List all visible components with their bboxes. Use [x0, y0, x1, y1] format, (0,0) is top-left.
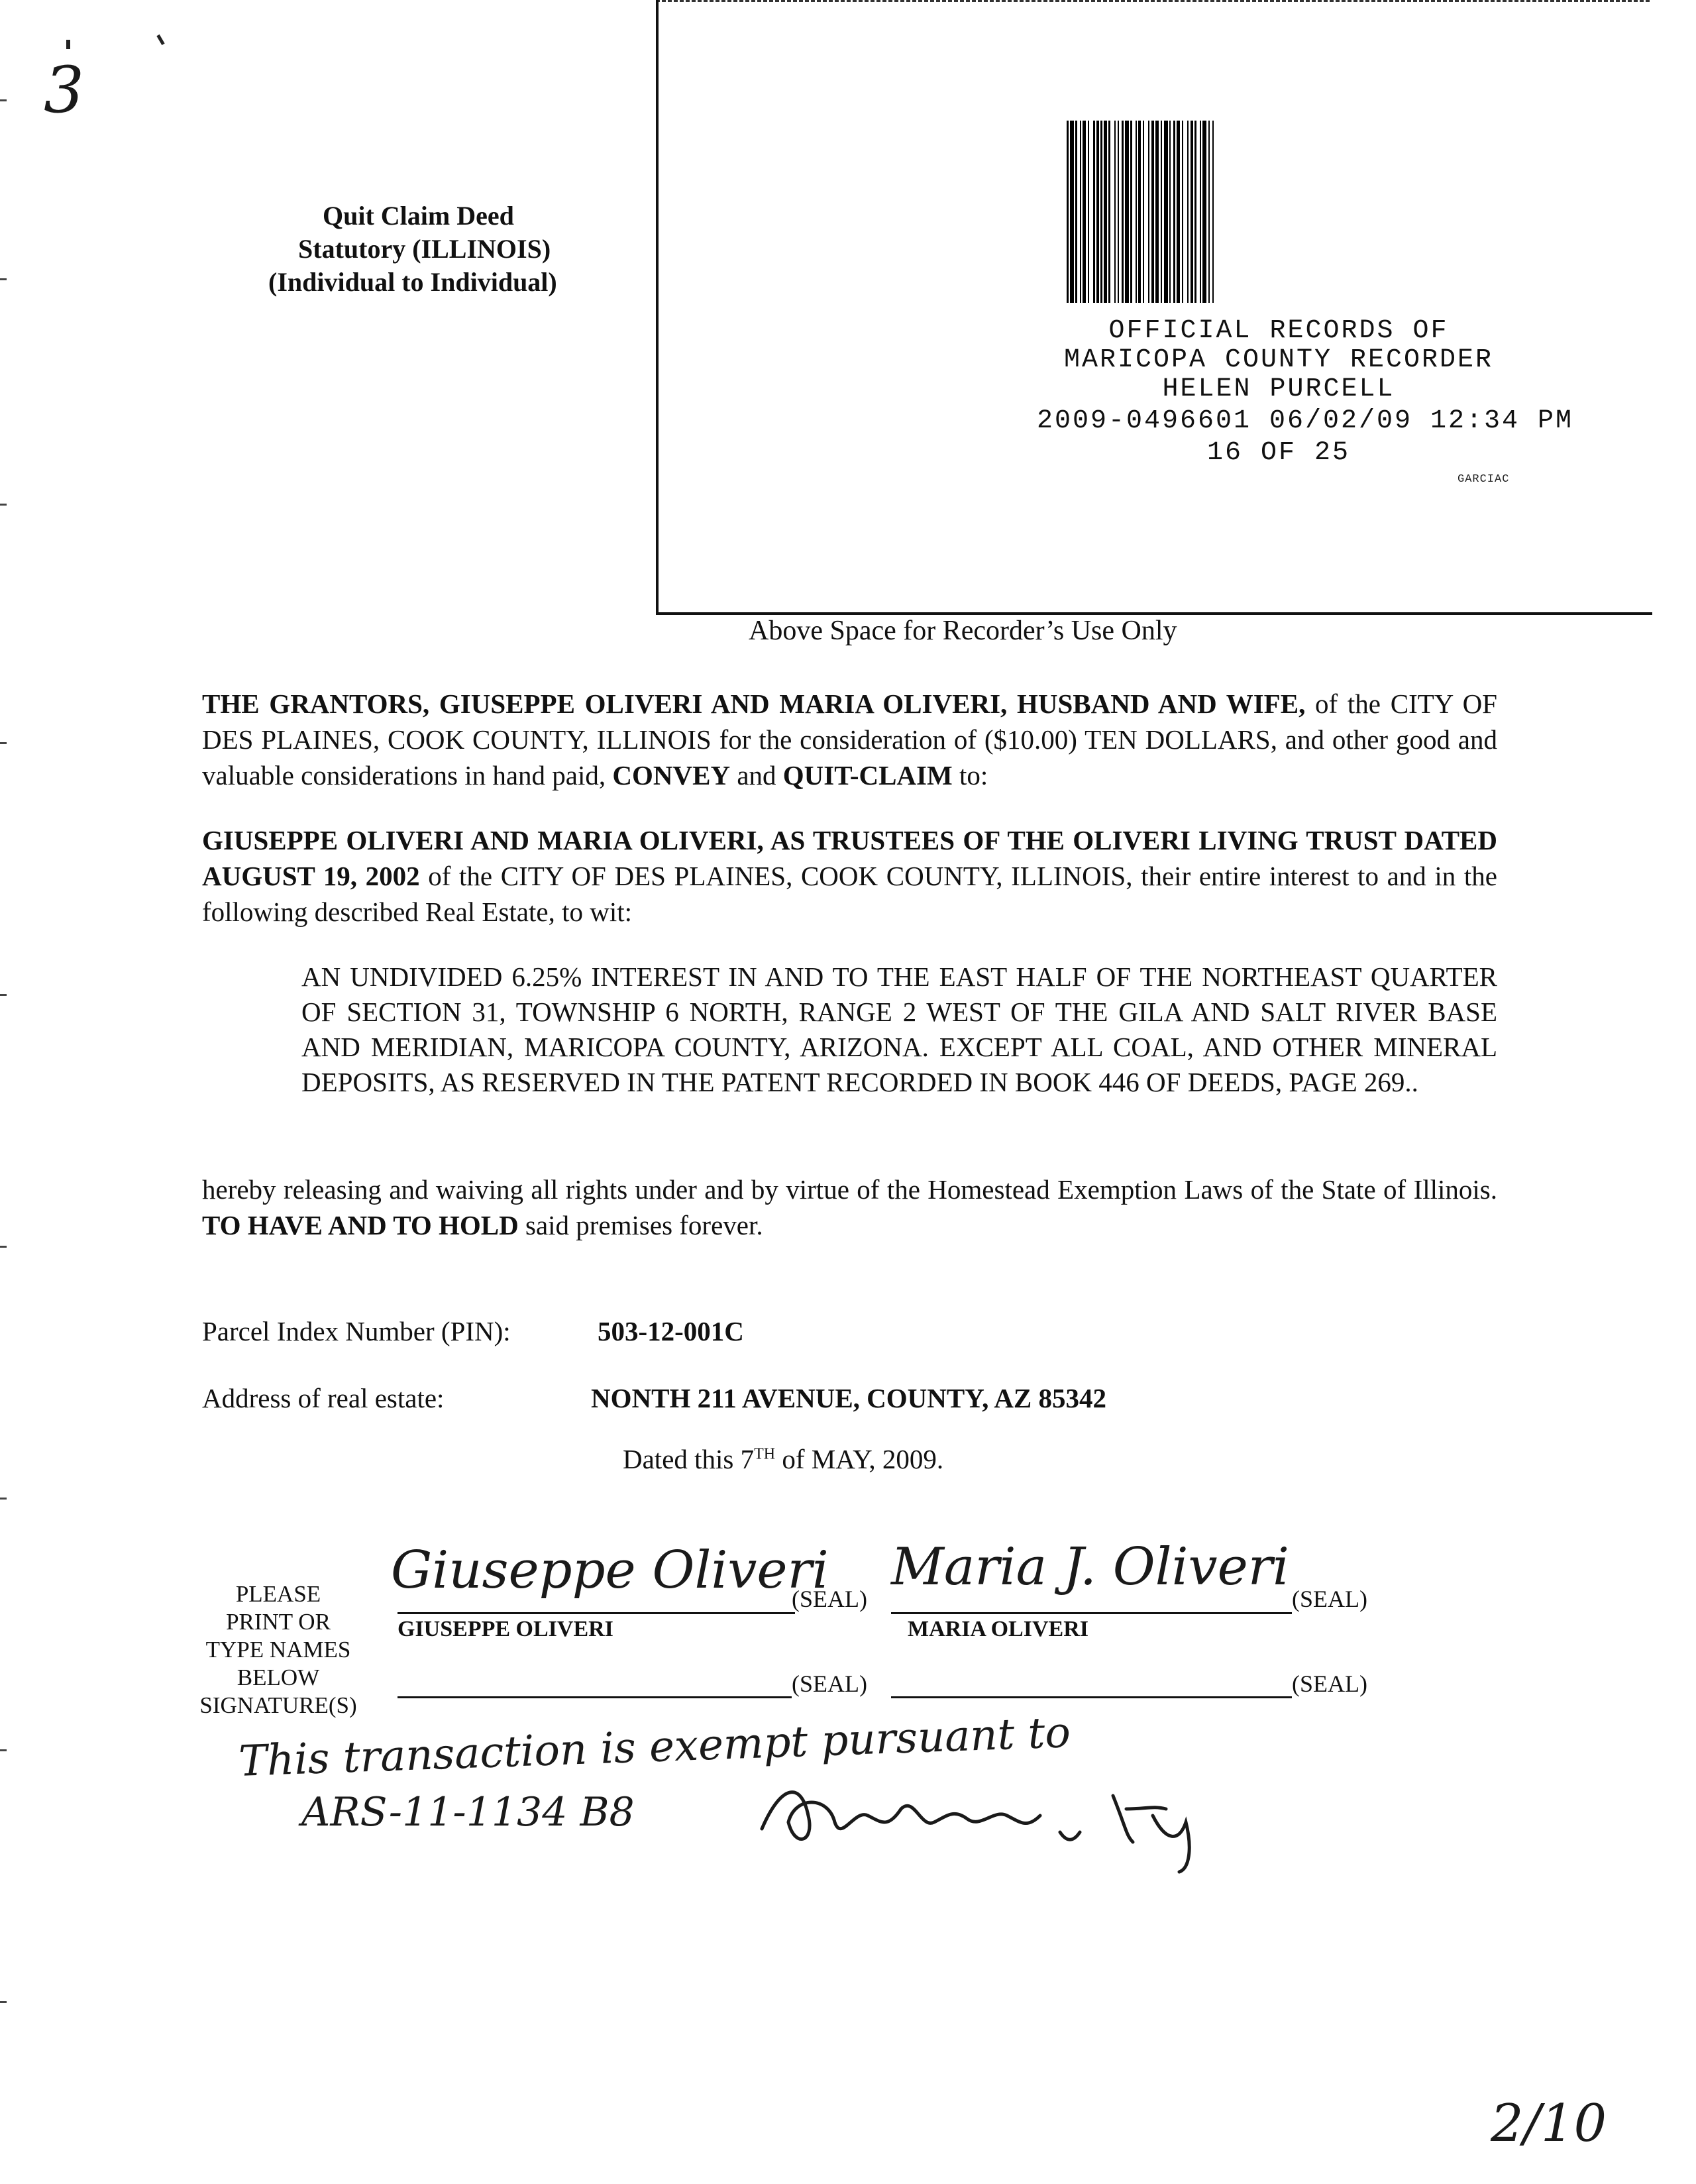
- address-value: NONTH 211 AVENUE, COUNTY, AZ 85342: [591, 1383, 1107, 1413]
- print-names-note-line1: PLEASE: [235, 1581, 321, 1607]
- recorder-stamp-line2: MARICOPA COUNTY RECORDER: [1063, 345, 1494, 375]
- title-line1: Quit Claim Deed: [323, 201, 514, 231]
- clerk-initials: GARCIAC: [1458, 473, 1510, 486]
- recorder-stamp-line4: 2009-0496601 06/02/09 12:34 PM: [1036, 406, 1574, 436]
- seal-label-1: (SEAL): [792, 1586, 867, 1612]
- homestead-paragraph: [202, 1172, 1497, 1243]
- quitclaim-word: QUIT-CLAIM: [782, 760, 953, 791]
- print-names-note-line5: SIGNATURE(S): [199, 1692, 357, 1718]
- barcode-gap: [1214, 121, 1217, 303]
- legal-description: AN UNDIVIDED 6.25% INTEREST IN AND TO THE EAST HALF OF THE NORTHEAST QUARTER OF SECTION 31, TOWNSHIP 6 NORTH, RANGE 2 WEST OF THE GILA AND SALT RIVER BASE AND MERIDIAN, MARICOPA COUNTY, ARIZONA. EXCEPT ALL COAL, AND OTHER MINERAL DEPOSITS, AS RESERVED IN THE PATENT RECORDED IN BOOK 446 OF DEEDS, PAGE 269..: [301, 961, 1497, 1097]
- handwritten-page-number: 3: [44, 53, 85, 127]
- recorder-box: [656, 0, 1652, 615]
- grantees-paragraph: [202, 822, 1497, 930]
- grantors-text: of the CITY OF DES PLAINES, COOK COUNTY, ILLINOIS for the consideration of ($10.00) TEN DOLLARS, and other good and valuable considerations in hand paid,: [202, 688, 1497, 791]
- handwritten-statute-reference: ARS-11-1134 B8: [301, 1789, 635, 1835]
- and-word: and: [730, 760, 783, 791]
- recorder-stamp-line1: OFFICIAL RECORDS OF: [1108, 316, 1449, 346]
- dated-line: [623, 1443, 943, 1475]
- homestead-end: said premises forever.: [518, 1210, 763, 1240]
- printed-name-giuseppe: GIUSEPPE OLIVERI: [398, 1617, 613, 1641]
- signature-maria: Maria J. Oliveri: [891, 1537, 1289, 1597]
- signature-line-4: [891, 1696, 1292, 1698]
- grantees-text: of the CITY OF DES PLAINES, COOK COUNTY, ILLINOIS, their entire interest to and in the following described Real Estate, to wit:: [202, 861, 1497, 927]
- barcode: [1067, 121, 1491, 303]
- seal-label-2: (SEAL): [1292, 1586, 1367, 1612]
- scan-speck: [156, 34, 164, 45]
- dated-ordinal: TH: [754, 1445, 776, 1463]
- dated-suffix: of MAY, 2009.: [775, 1444, 944, 1474]
- convey-word: CONVEY: [612, 760, 731, 791]
- recorder-use-note: Above Space for Recorder’s Use Only: [749, 616, 1177, 646]
- grantees-lead: GIUSEPPE OLIVERI AND MARIA OLIVERI, AS TRUSTEES OF THE OLIVERI LIVING TRUST DATED AUGUST 19, 2002: [202, 825, 1497, 891]
- attorney-signature-icon: [755, 1769, 1259, 1875]
- signature-line-2: [891, 1612, 1292, 1614]
- signature-line-1: [398, 1612, 795, 1614]
- signature-giuseppe: Giuseppe Oliveri: [391, 1541, 829, 1600]
- title-line3: (Individual to Individual): [268, 267, 557, 297]
- print-names-note-line4: BELOW: [237, 1665, 320, 1690]
- print-names-note-line2: PRINT OR: [226, 1609, 331, 1635]
- address-label: Address of real estate:: [202, 1383, 445, 1413]
- signature-line-3: [398, 1696, 792, 1698]
- habendum-clause: TO HAVE AND TO HOLD: [202, 1210, 519, 1240]
- scan-speck: [66, 40, 70, 49]
- printed-name-maria: MARIA OLIVERI: [908, 1617, 1088, 1641]
- seal-label-4: (SEAL): [1292, 1670, 1367, 1697]
- homestead-text: hereby releasing and waiving all rights under and by virtue of the Homestead Exemption Laws of the State of Illinois.: [202, 1174, 1497, 1205]
- grantors-paragraph: [202, 686, 1497, 793]
- dated-prefix: Dated this 7: [623, 1444, 755, 1474]
- recorder-stamp-line3: HELEN PURCELL: [1162, 374, 1395, 404]
- parcel-label: Parcel Index Number (PIN):: [202, 1316, 511, 1346]
- print-names-note: [199, 1580, 358, 1720]
- title-line2: Statutory (ILLINOIS): [298, 234, 551, 264]
- to-word: to:: [952, 760, 988, 791]
- handwritten-exemption-note: This transaction is exempt pursuant to: [238, 1708, 1072, 1786]
- seal-label-3: (SEAL): [792, 1670, 867, 1697]
- print-names-note-line3: TYPE NAMES: [205, 1637, 351, 1663]
- grantors-lead: THE GRANTORS, GIUSEPPE OLIVERI AND MARIA OLIVERI, HUSBAND AND WIFE,: [202, 688, 1306, 719]
- recorder-stamp-line5: 16 OF 25: [1206, 438, 1351, 468]
- handwritten-page-marker: 2/10: [1491, 2094, 1607, 2154]
- parcel-value: 503-12-001C: [598, 1316, 744, 1346]
